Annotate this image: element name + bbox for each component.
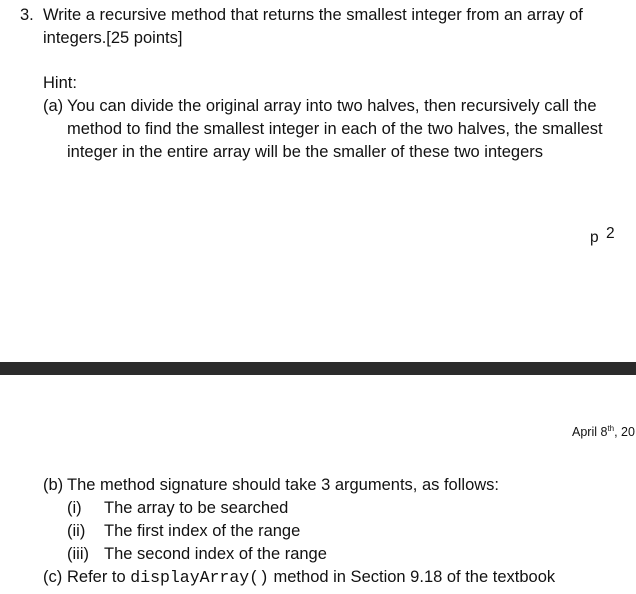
page-number xyxy=(590,225,615,247)
hint-title: Hint: xyxy=(43,74,77,92)
list-item-iii xyxy=(67,545,327,564)
page-number-prefix: p xyxy=(590,229,599,246)
page-break-divider xyxy=(0,362,636,375)
list-item-label: (i) xyxy=(67,499,82,517)
list-item-ii xyxy=(67,522,300,541)
list-item-label: (ii) xyxy=(67,522,86,540)
date-suffix: th xyxy=(607,423,615,433)
date-rest: , 20 xyxy=(614,425,635,439)
question-line-1: Write a recursive method that returns the smallest integer from an array of xyxy=(43,6,583,24)
hint-b-text: The method signature should take 3 arguments, as follows: xyxy=(67,476,499,494)
hint-c-label: (c) xyxy=(43,568,63,586)
hint-c-code: displayArray() xyxy=(130,568,269,587)
hint-c-after: method in Section 9.18 of the textbook xyxy=(273,568,556,586)
list-item-label: (iii) xyxy=(67,545,89,563)
list-item-text: The first index of the range xyxy=(104,522,301,540)
date-prefix: April 8 xyxy=(572,425,608,439)
page-number-value: 2 xyxy=(605,225,615,242)
question-number: 3. xyxy=(20,6,34,24)
hint-a-line-1: You can divide the original array into two halves, then recursively call the xyxy=(67,97,597,115)
hint-c-before: Refer to xyxy=(67,568,126,586)
question-line-2: integers.[25 points] xyxy=(43,29,183,47)
page-date xyxy=(572,425,635,439)
hint-b-label: (b) xyxy=(43,476,64,494)
hint-a-label: (a) xyxy=(43,97,64,115)
hint-a-line-2: method to find the smallest integer in each of the two halves, the smallest xyxy=(67,120,603,138)
list-item-i xyxy=(67,499,288,518)
list-item-text: The second index of the range xyxy=(104,545,327,563)
list-item-text: The array to be searched xyxy=(104,499,289,517)
hint-c-line xyxy=(67,568,555,587)
hint-a-line-3: integer in the entire array will be the smaller of these two integers xyxy=(67,143,543,161)
